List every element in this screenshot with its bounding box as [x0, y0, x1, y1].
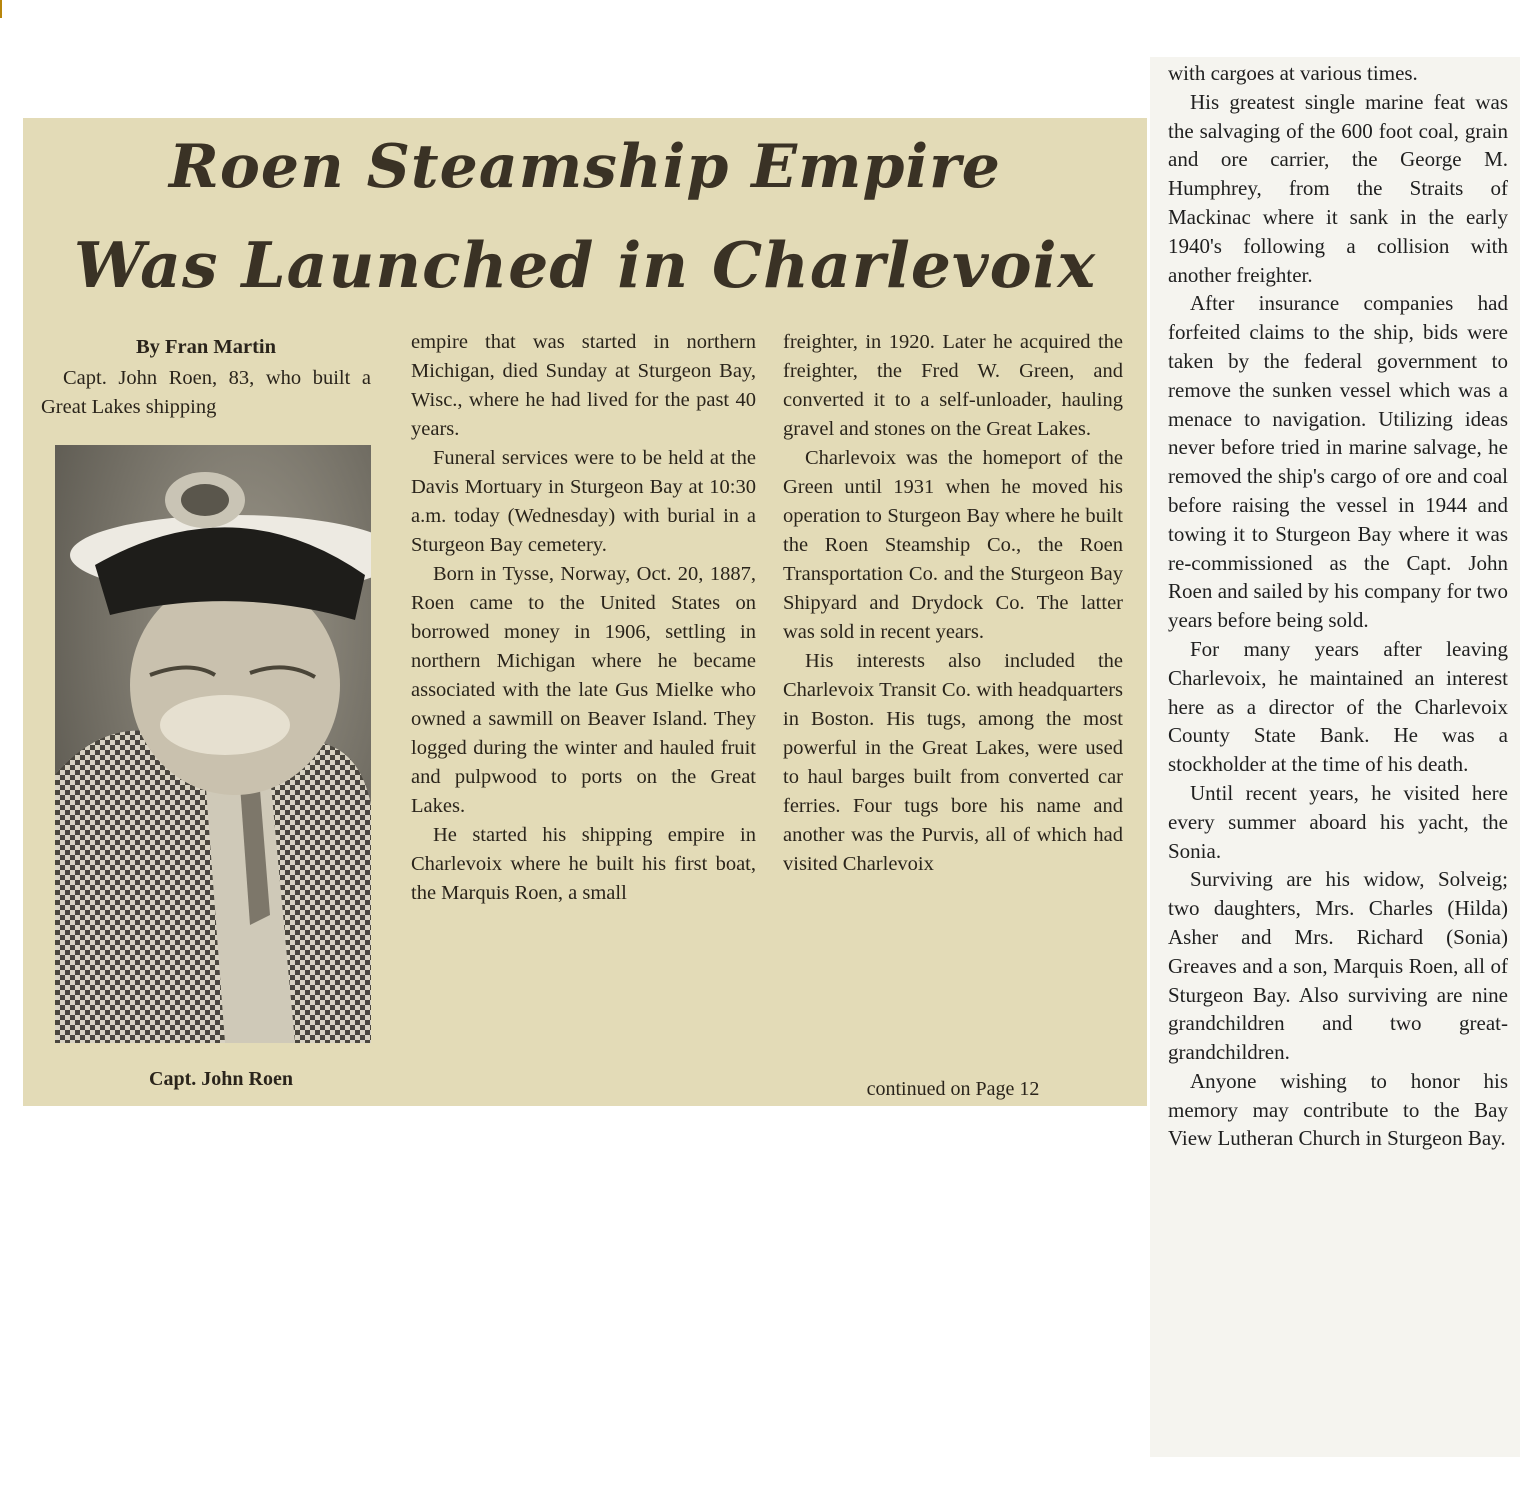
column-4-paragraph: For many years after leaving Charlevoix, he maintained an interest here as a director of the Charlevoix County State Bank. He was a stockholder at the time of his death. [1168, 636, 1508, 777]
byline: By Fran Martin [135, 336, 277, 358]
column-4-paragraph: Until recent years, he visited here every summer aboard his yacht, the Sonia. [1168, 780, 1508, 863]
column-2-paragraph: Born in Tysse, Norway, Oct. 20, 1887, Roen came to the United States on borrowed money in 1906, settling in northern Michigan where he became associated with the late Gus Mielke who owned a sawmill on Beaver Island. They logged during the winter and hauled fruit and pulpwood to ports on the Great Lakes. [411, 563, 756, 817]
scan-edge-mark [0, 0, 2, 18]
column-2-paragraph: Funeral services were to be held at the Davis Mortuary in Sturgeon Bay at 10:30 a.m. today (Wednesday) with burial in a Sturgeon Bay cemetery. [411, 447, 756, 556]
column-4-paragraph: His greatest single marine feat was the salvaging of the 600 foot coal, grain and ore carrier, the George M. Humphrey, from the Straits of Mackinac where it sank in the early 1940's following a collision with another freighter. [1168, 89, 1508, 287]
column-2-paragraph: He started his shipping empire in Charlevoix where he built his first boat, the Marquis Roen, a small [411, 824, 756, 904]
photo-caption: Capt. John Roen [149, 1068, 293, 1090]
column-2-paragraph: empire that was started in northern Michigan, died Sunday at Sturgeon Bay, Wisc., where he had lived for the past 40 years. [411, 331, 756, 440]
portrait-photo [55, 445, 371, 1043]
column-4-paragraph: with cargoes at various times. [1168, 61, 1418, 85]
newspaper-clipping [23, 118, 1147, 1106]
headline-line-2: Was Launched in Charlevoix [73, 228, 1097, 302]
column-4-paragraph: Surviving are his widow, Solveig; two daughters, Mrs. Charles (Hilda) Asher and Mrs. Richard (Sonia) Greaves and a son, Marquis Roen, all of Sturgeon Bay. Also surviving are nine grandchildren and two great-grandchildren. [1168, 867, 1508, 1065]
column-3-paragraph: freighter, in 1920. Later he acquired the freighter, the Fred W. Green, and converted it to a self-unloader, hauling gravel and stones on the Great Lakes. [783, 331, 1123, 440]
column-1 [41, 333, 371, 422]
column-3 [783, 328, 1123, 879]
column-2 [411, 328, 756, 908]
column-4-paragraph: After insurance companies had forfeited claims to the ship, bids were taken by the federal government to remove the sunken vessel which was a menace to navigation. Utilizing ideas never before tried in marine salvage, he removed the ship's cargo of ore and coal before raising the vessel in 1944 and towing it to Sturgeon Bay where it was re-commissioned as the Capt. John Roen and sailed by his company for two years before being sold. [1168, 291, 1508, 633]
headline-line-1: Roen Steamship Empire [169, 132, 1001, 202]
column-3-paragraph: Charlevoix was the homeport of the Green until 1931 when he moved his operation to Sturgeon Bay where he built the Roen Steamship Co., the Roen Transportation Co. and the Sturgeon Bay Shipyard and Drydock Co. The latter was sold in recent years. [783, 447, 1123, 643]
continuation-clipping [1150, 57, 1520, 1457]
continued-notice: continued on Page 12 [866, 1078, 1040, 1100]
captain-portrait-illustration [55, 445, 371, 1043]
column-3-paragraph: His interests also included the Charlevoix Transit Co. with headquarters in Boston. His tugs, among the most powerful in the Great Lakes, were used to haul barges built from converted car ferries. Four tugs bore his name and another was the Purvis, all of which had visited Charlevoix [783, 650, 1123, 875]
column-4 [1168, 59, 1508, 1153]
column-4-paragraph: Anyone wishing to honor his memory may contribute to the Bay View Lutheran Church in Sturgeon Bay. [1168, 1068, 1508, 1151]
column-1-paragraph: Capt. John Roen, 83, who built a Great Lakes shipping [41, 367, 371, 418]
